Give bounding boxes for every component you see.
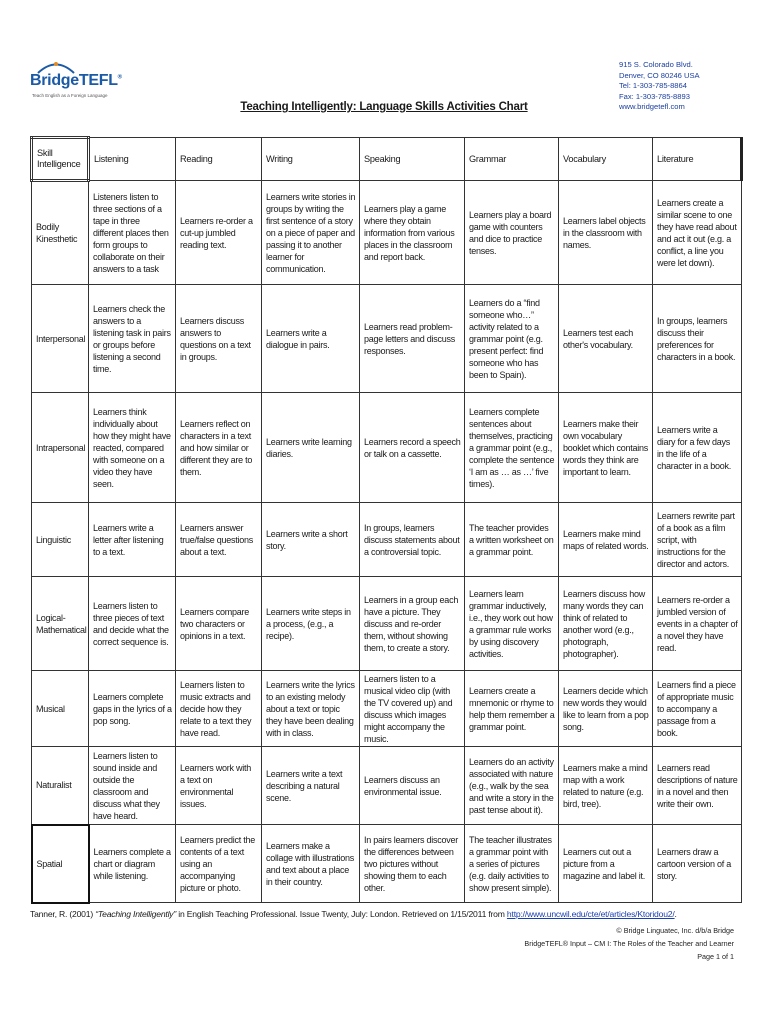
table-header-row [32, 138, 742, 181]
column-header-writing: Writing [262, 138, 360, 181]
table-cell: Learners make a mind map with a work related to nature (e.g. bird, tree). [559, 747, 653, 825]
table-cell: Learners rewrite part of a book as a film script, with instructions for the director and actors. [653, 503, 742, 577]
citation-work-title: “Teaching Intelligently” [95, 909, 177, 919]
column-header-literature: Literature [653, 138, 742, 181]
table-row [32, 747, 742, 825]
address-fax: Fax: 1-303-785-8893 [619, 91, 690, 101]
table-cell: In groups, learners discuss statements about a controversial topic. [360, 503, 465, 577]
table-cell: Learners do a “find someone who…” activity related to a grammar point (e.g. present perfect: find someone who has been to Spain). [465, 285, 559, 393]
logo-wordmark: BridgeTEFL® [30, 72, 122, 89]
column-header-grammar: Grammar [465, 138, 559, 181]
citation [30, 909, 677, 919]
table-cell: Learners write a text describing a natural scene. [262, 747, 360, 825]
citation-author: Tanner, R. (2001) [30, 909, 96, 919]
table-cell: Learners create a similar scene to one they have read about and act it out (e.g. a conflict, a line you were let down). [653, 181, 742, 285]
table-cell: Learners think individually about how they might have reacted, compared with someone on a video they have seen. [89, 393, 176, 503]
row-header-musical: Musical [32, 671, 89, 747]
table-cell: Learners discuss how many words they can think of related to another word (e.g., photograph, photographer). [559, 577, 653, 671]
footer-copyright: © Bridge Linguatec, Inc. d/b/a Bridge [616, 926, 734, 935]
corner-header [32, 138, 89, 181]
table-cell: Learners in a group each have a picture. They discuss and re-order them, without showing them, to create a story. [360, 577, 465, 671]
citation-link[interactable]: http://www.uncwil.edu/cte/et/articles/Ktoridou2/ [506, 909, 675, 919]
table-cell: Learners predict the contents of a text using an accompanying picture or photo. [176, 825, 262, 903]
table-row [32, 393, 742, 503]
row-header-naturalist: Naturalist [32, 747, 89, 825]
table-cell: Learners listen to three pieces of text and decide what the correct sequence is. [89, 577, 176, 671]
table-cell: Learners make mind maps of related words. [559, 503, 653, 577]
table-cell: Learners read descriptions of nature in a novel and then write their own. [653, 747, 742, 825]
table-cell: The teacher illustrates a grammar point with a series of pictures (e.g. daily activities to show present simple). [465, 825, 559, 903]
table-row [32, 285, 742, 393]
table-cell: In groups, learners discuss their preferences for characters in a book. [653, 285, 742, 393]
table-cell: Learners discuss an environmental issue. [360, 747, 465, 825]
row-header-logical-mathematical: Logical-Mathematical [32, 577, 89, 671]
column-header-vocabulary: Vocabulary [559, 138, 653, 181]
table-cell: Learners record a speech or talk on a cassette. [360, 393, 465, 503]
table-cell: Learners re-order a cut-up jumbled reading text. [176, 181, 262, 285]
row-header-interpersonal: Interpersonal [32, 285, 89, 393]
page-title: Teaching Intelligently: Language Skills Activities Chart [240, 101, 528, 113]
table-cell: Learners write a letter after listening to a text. [89, 503, 176, 577]
table-cell: Learners compare two characters or opinions in a text. [176, 577, 262, 671]
citation-end: . [674, 909, 677, 919]
table-cell: Listeners listen to three sections of a tape in three different places then form groups to collaborate on their answers to a task [89, 181, 176, 285]
table-cell: Learners complete sentences about themselves, practicing a grammar point (e.g., complete the sentence ‘I am as … as …’ five times). [465, 393, 559, 503]
footer-page-number: Page 1 of 1 [697, 952, 734, 961]
citation-source: in English Teaching Professional. Issue Twenty, July: London. Retrieved on 1/15/2011 from [176, 909, 507, 919]
table-cell: Learners learn grammar inductively, i.e., they work out how a grammar rule works by using discovery activities. [465, 577, 559, 671]
row-header-intrapersonal: Intrapersonal [32, 393, 89, 503]
table-cell: Learners write a diary for a few days in the life of a character in a book. [653, 393, 742, 503]
table-cell: In pairs learners discover the differences between two pictures without showing them to each other. [360, 825, 465, 903]
activities-chart-table [30, 136, 743, 904]
table-cell: Learners create a mnemonic or rhyme to help them remember a grammar point. [465, 671, 559, 747]
row-header-bodily-kinesthetic: Bodily Kinesthetic [32, 181, 89, 285]
table-cell: Learners make their own vocabulary booklet which contains words they think are important to learn. [559, 393, 653, 503]
table-cell: Learners test each other's vocabulary. [559, 285, 653, 393]
table-cell: Learners complete gaps in the lyrics of a pop song. [89, 671, 176, 747]
address-city: Denver, CO 80246 USA [619, 70, 700, 80]
table-row [32, 181, 742, 285]
table-cell: Learners reflect on characters in a text and how similar or different they are to them. [176, 393, 262, 503]
table-cell: The teacher provides a written worksheet on a grammar point. [465, 503, 559, 577]
table-cell: Learners complete a chart or diagram while listening. [89, 825, 176, 903]
row-header-linguistic: Linguistic [32, 503, 89, 577]
column-header-listening: Listening [89, 138, 176, 181]
table-cell: Learners write the lyrics to an existing melody about a text or topic they have been dealing with in class. [262, 671, 360, 747]
table-cell: Learners write learning diaries. [262, 393, 360, 503]
table-cell: Learners listen to a musical video clip (with the TV covered up) and discuss which images might accompany the music. [360, 671, 465, 747]
table-cell: Learners label objects in the classroom with names. [559, 181, 653, 285]
table-row [32, 825, 742, 903]
table-cell: Learners check the answers to a listening task in pairs or groups before listening a second time. [89, 285, 176, 393]
table-cell: Learners write a short story. [262, 503, 360, 577]
table-cell: Learners re-order a jumbled version of events in a chapter of a novel they have read. [653, 577, 742, 671]
table-cell: Learners write steps in a process, (e.g., a recipe). [262, 577, 360, 671]
table-cell: Learners cut out a picture from a magazine and label it. [559, 825, 653, 903]
table-cell: Learners write stories in groups by writing the first sentence of a story on a piece of paper and passing it to another learner for communication. [262, 181, 360, 285]
footer-course: BridgeTEFL® Input – CM I: The Roles of the Teacher and Learner [524, 939, 734, 948]
table-cell: Learners listen to music extracts and decide how they relate to a text they have read. [176, 671, 262, 747]
table-row [32, 577, 742, 671]
table-row [32, 671, 742, 747]
corner-header-intelligence: Intelligence [37, 159, 81, 169]
table-cell: Learners do an activity associated with nature (e.g., walk by the sea and write a story in the past tense about it). [465, 747, 559, 825]
table-cell: Learners write a dialogue in pairs. [262, 285, 360, 393]
table-cell: Learners make a collage with illustrations and text about a place in their country. [262, 825, 360, 903]
address-street: 915 S. Colorado Blvd. [619, 60, 693, 69]
table-cell: Learners work with a text on environmental issues. [176, 747, 262, 825]
column-header-speaking: Speaking [360, 138, 465, 181]
address-tel: Tel: 1-303-785-8864 [619, 81, 687, 90]
table-cell: Learners draw a cartoon version of a story. [653, 825, 742, 903]
address-website[interactable]: www.bridgetefl.com [619, 102, 685, 111]
logo-tagline: Teach English as a Foreign Language [32, 93, 108, 98]
table-cell: Learners discuss answers to questions on a text in groups. [176, 285, 262, 393]
table-cell: Learners answer true/false questions about a text. [176, 503, 262, 577]
table-cell: Learners listen to sound inside and outside the classroom and discuss what they have heard. [89, 747, 176, 825]
table-row [32, 503, 742, 577]
row-header-spatial: Spatial [32, 825, 89, 903]
bridgetefl-logo [30, 60, 122, 102]
table-cell: Learners decide which new words they would like to learn from a pop song. [559, 671, 653, 747]
corner-header-skill: Skill [37, 148, 53, 158]
table-cell: Learners play a board game with counters and dice to practice tenses. [465, 181, 559, 285]
table-cell: Learners play a game where they obtain information from various places in the classroom and report back. [360, 181, 465, 285]
table-cell: Learners find a piece of appropriate music to accompany a passage from a book. [653, 671, 742, 747]
table-cell: Learners read problem-page letters and discuss responses. [360, 285, 465, 393]
column-header-reading: Reading [176, 138, 262, 181]
